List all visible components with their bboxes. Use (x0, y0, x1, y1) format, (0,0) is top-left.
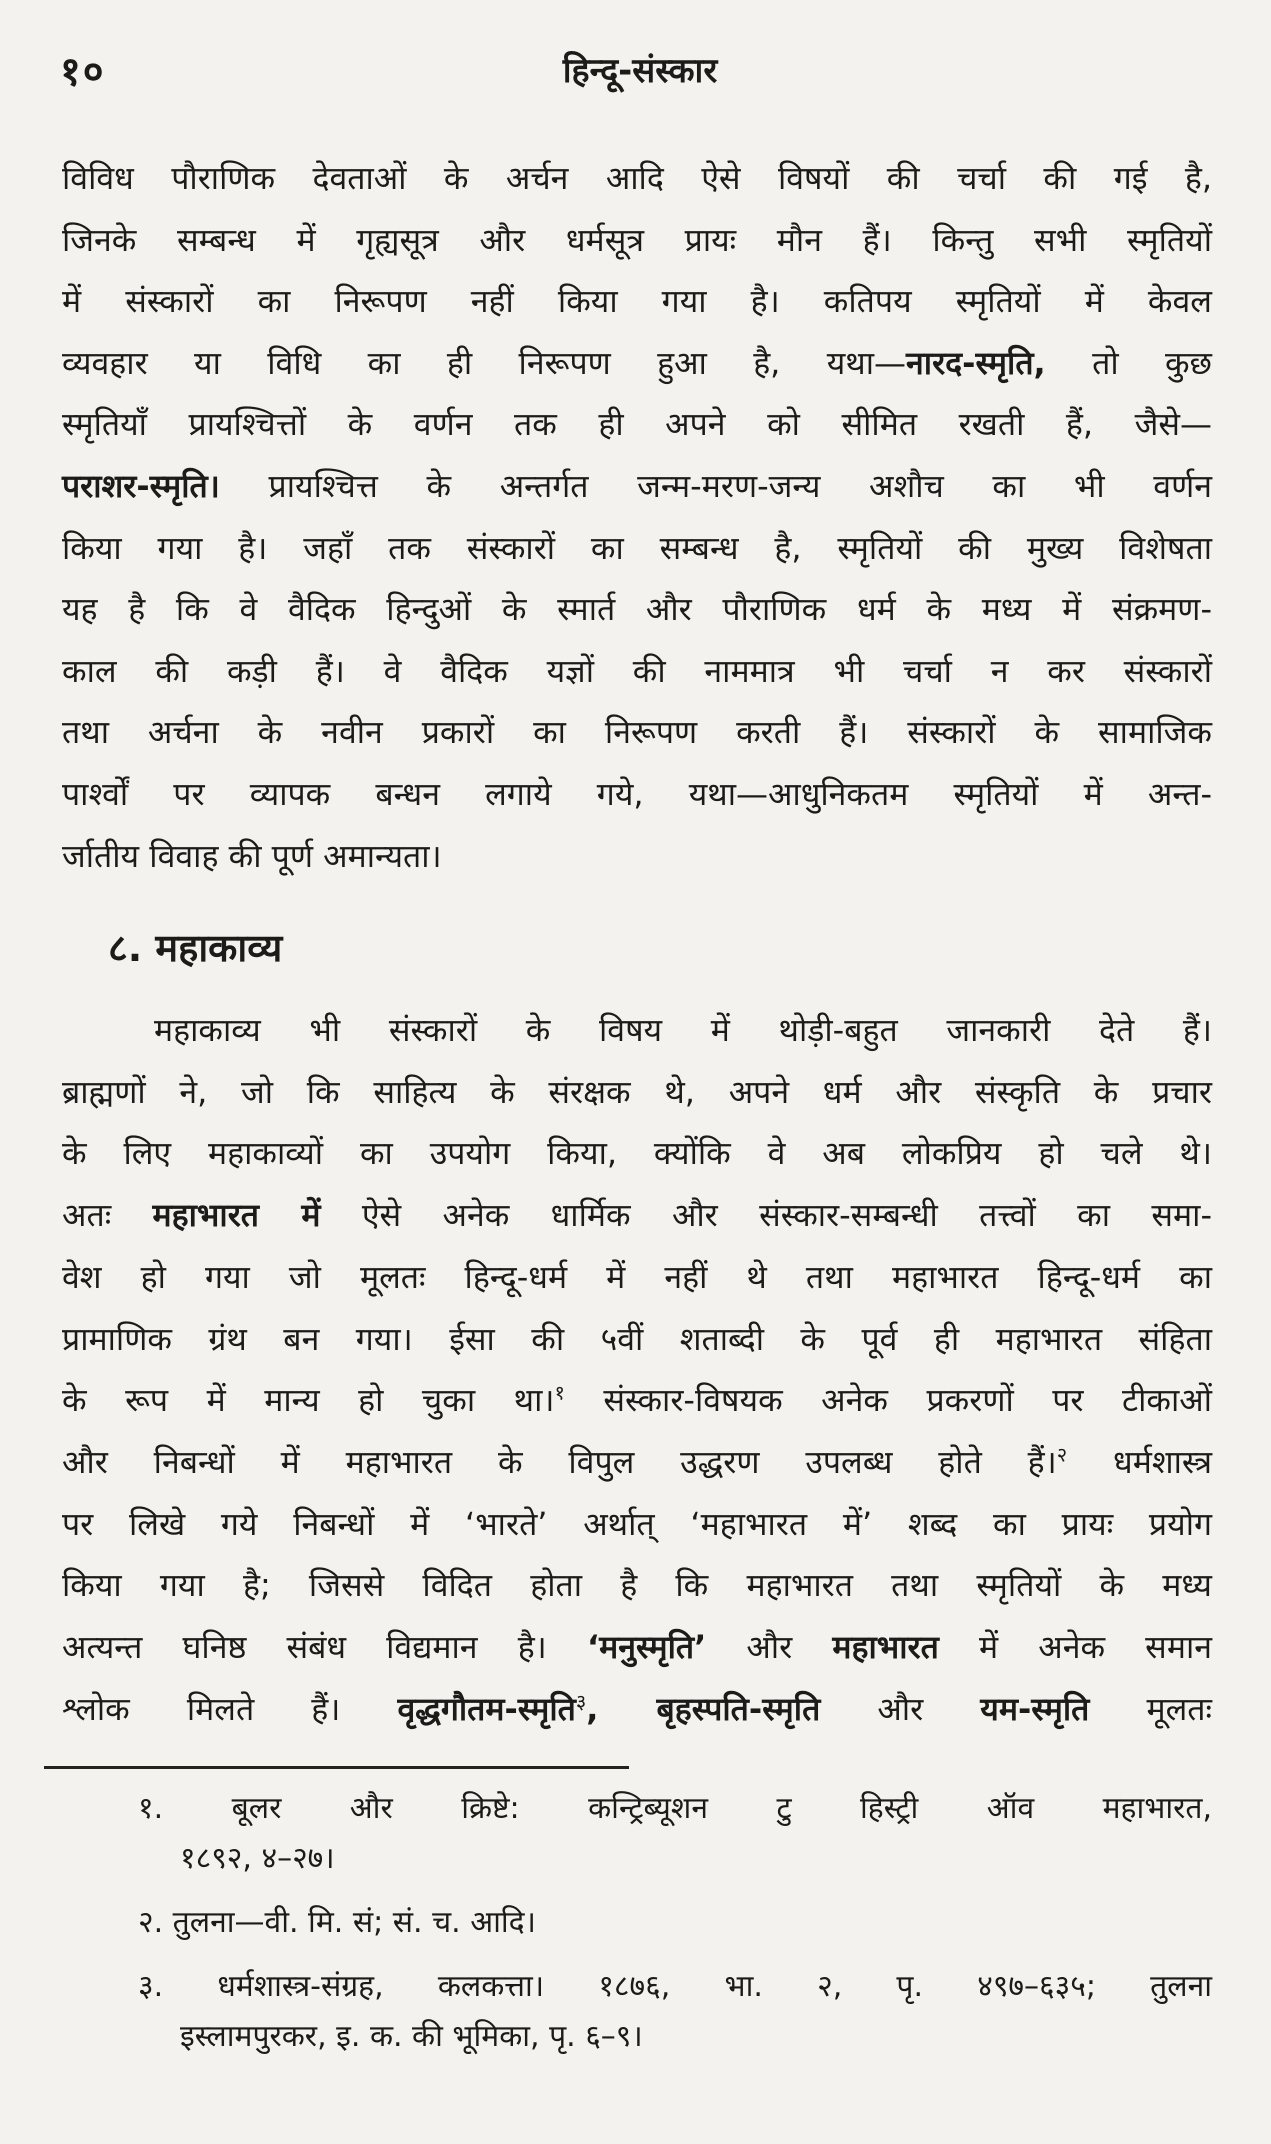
text-run: संस्कार-विषयक अनेक प्रकरणों पर टीकाओं (564, 1381, 1212, 1420)
footnote-3: ३. धर्मशास्त्र-संग्रह, कलकत्ता। १८७६, भा. २, पृ. ४९७–६३५; तुलना (138, 1969, 1212, 2004)
bold-term-brihaspati-smriti: , बृहस्पति-स्मृति (586, 1689, 821, 1728)
text-line: र्जातीय विवाह की पूर्ण अमान्यता। (62, 836, 442, 875)
text-line (62, 1370, 1212, 1432)
page-header (60, 42, 1220, 102)
text-line: पार्श्वों पर व्यापक बन्धन लगाये गये, यथा—आधुनिकतम स्मृतियों में अन्त- (62, 774, 1212, 813)
text-line (62, 1679, 1212, 1741)
footnote-3-continued: इस्लामपुरकर, इ. क. की भूमिका, पृ. ६–९। (180, 2019, 643, 2054)
footnote-ref-2: २ (1056, 1442, 1068, 1467)
text-line: प्रामाणिक ग्रंथ बन गया। ईसा की ५वीं शताब्दी के पूर्व ही महाभारत संहिता (62, 1319, 1212, 1358)
text-line: स्मृतियाँ प्रायश्चित्तों के वर्णन तक ही अपने को सीमित रखती हैं, जैसे— (62, 405, 1212, 444)
text-line: वेश हो गया जो मूलतः हिन्दू-धर्म में नहीं थे तथा महाभारत हिन्दू-धर्म का (62, 1257, 1212, 1296)
text-line: किया गया है। जहाँ तक संस्कारों का सम्बन्ध है, स्मृतियों की मुख्य विशेषता (62, 528, 1212, 567)
bold-term-mahabharata: महाभारत में (152, 1196, 321, 1235)
text-run: के रूप में मान्य हो चुका था। (62, 1381, 555, 1420)
bold-term-parashara-smriti: पराशर-स्मृति। (62, 466, 220, 505)
paragraph-mahakavya (62, 1000, 1212, 1740)
text-run: व्यवहार या विधि का ही निरूपण हुआ है, यथा— (62, 343, 907, 382)
footnotes (138, 1784, 1212, 2062)
footnote-2: २. तुलना—वी. मि. सं; सं. च. आदि। (138, 1905, 536, 1940)
text-line: काल की कड़ी हैं। वे वैदिक यज्ञों की नाममात्र भी चर्चा न कर संस्कारों (62, 651, 1212, 690)
text-run: और (706, 1628, 833, 1667)
text-run: और (820, 1689, 981, 1728)
text-line (62, 333, 1212, 395)
text-line: यह है कि वे वैदिक हिन्दुओं के स्मार्त और पौराणिक धर्म के मध्य में संक्रमण- (62, 590, 1212, 629)
section-heading: ८. महाकाव्य (108, 926, 283, 970)
bold-term-yama-smriti: यम-स्मृति (980, 1689, 1090, 1728)
text-line (62, 1617, 1212, 1679)
text-line: जिनके सम्बन्ध में गृह्यसूत्र और धर्मसूत्र प्रायः मौन हैं। किन्तु सभी स्मृतियों (62, 220, 1212, 259)
footnote-spacer (138, 1884, 1212, 1898)
text-line: के लिए महाकाव्यों का उपयोग किया, क्योंकि वे अब लोकप्रिय हो चले थे। (62, 1134, 1212, 1173)
footnote-ref-3: ३ (575, 1689, 587, 1714)
text-line: पर लिखे गये निबन्धों में ‘भारते’ अर्थात् ‘महाभारत में’ शब्द का प्रायः प्रयोग (62, 1504, 1212, 1543)
bold-term-manusmriti: ‘मनुस्मृति’ (586, 1628, 707, 1667)
text-run: प्रायश्चित्त के अन्तर्गत जन्म-मरण-जन्य अशौच का भी वर्णन (219, 466, 1212, 505)
bold-term-mahabharata: महाभारत (832, 1628, 939, 1667)
text-run: मूलतः (1089, 1689, 1213, 1728)
text-run: और निबन्धों में महाभारत के विपुल उद्धरण उपलब्ध होते हैं। (62, 1442, 1057, 1481)
page-number: १० (60, 49, 106, 95)
text-line: में संस्कारों का निरूपण नहीं किया गया है। कतिपय स्मृतियों में केवल (62, 282, 1212, 321)
footnote-ref-1: १ (554, 1380, 565, 1405)
text-line: महाकाव्य भी संस्कारों के विषय में थोड़ी-बहुत जानकारी देते हैं। (154, 1011, 1212, 1049)
text-run: में अनेक समान (938, 1628, 1212, 1667)
bold-term-narada-smriti: नारद-स्मृति, (906, 343, 1046, 382)
text-line: विविध पौराणिक देवताओं के अर्चन आदि ऐसे विषयों की चर्चा की गई है, (62, 159, 1212, 197)
footnote-1: १. बूलर और क्रिष्टे: कन्ट्रिब्यूशन टु हिस्ट्री ऑव महाभारत, (138, 1791, 1212, 1826)
text-line (62, 1432, 1212, 1494)
text-run: श्लोक मिलते हैं। (62, 1689, 398, 1728)
footnote-divider (44, 1766, 629, 1769)
paragraph-smritis (62, 148, 1212, 887)
text-line: ब्राह्मणों ने, जो कि साहित्य के संरक्षक थे, अपने धर्म और संस्कृति के प्रचार (62, 1072, 1212, 1111)
text-line: किया गया है; जिससे विदित होता है कि महाभारत तथा स्मृतियों के मध्य (62, 1566, 1212, 1605)
text-line (62, 456, 1212, 518)
text-run: तो कुछ (1045, 343, 1212, 382)
text-run: अतः (62, 1196, 153, 1235)
text-run: अत्यन्त घनिष्ठ संबंध विद्यमान है। (62, 1628, 587, 1667)
footnote-1-continued: १८९२, ४–२७। (180, 1841, 335, 1876)
text-run: धर्मशास्त्र (1067, 1442, 1212, 1481)
text-run: ऐसे अनेक धार्मिक और संस्कार-सम्बन्धी तत्त्वों का समा- (320, 1196, 1212, 1235)
text-line: तथा अर्चना के नवीन प्रकारों का निरूपण करती हैं। संस्कारों के सामाजिक (62, 713, 1212, 752)
bold-term-vriddhagautama-smriti: वृद्धगौतम-स्मृति (397, 1689, 576, 1728)
running-title: हिन्दू-संस्कार (562, 51, 718, 91)
text-line (62, 1185, 1212, 1247)
footnote-spacer (138, 1948, 1212, 1962)
